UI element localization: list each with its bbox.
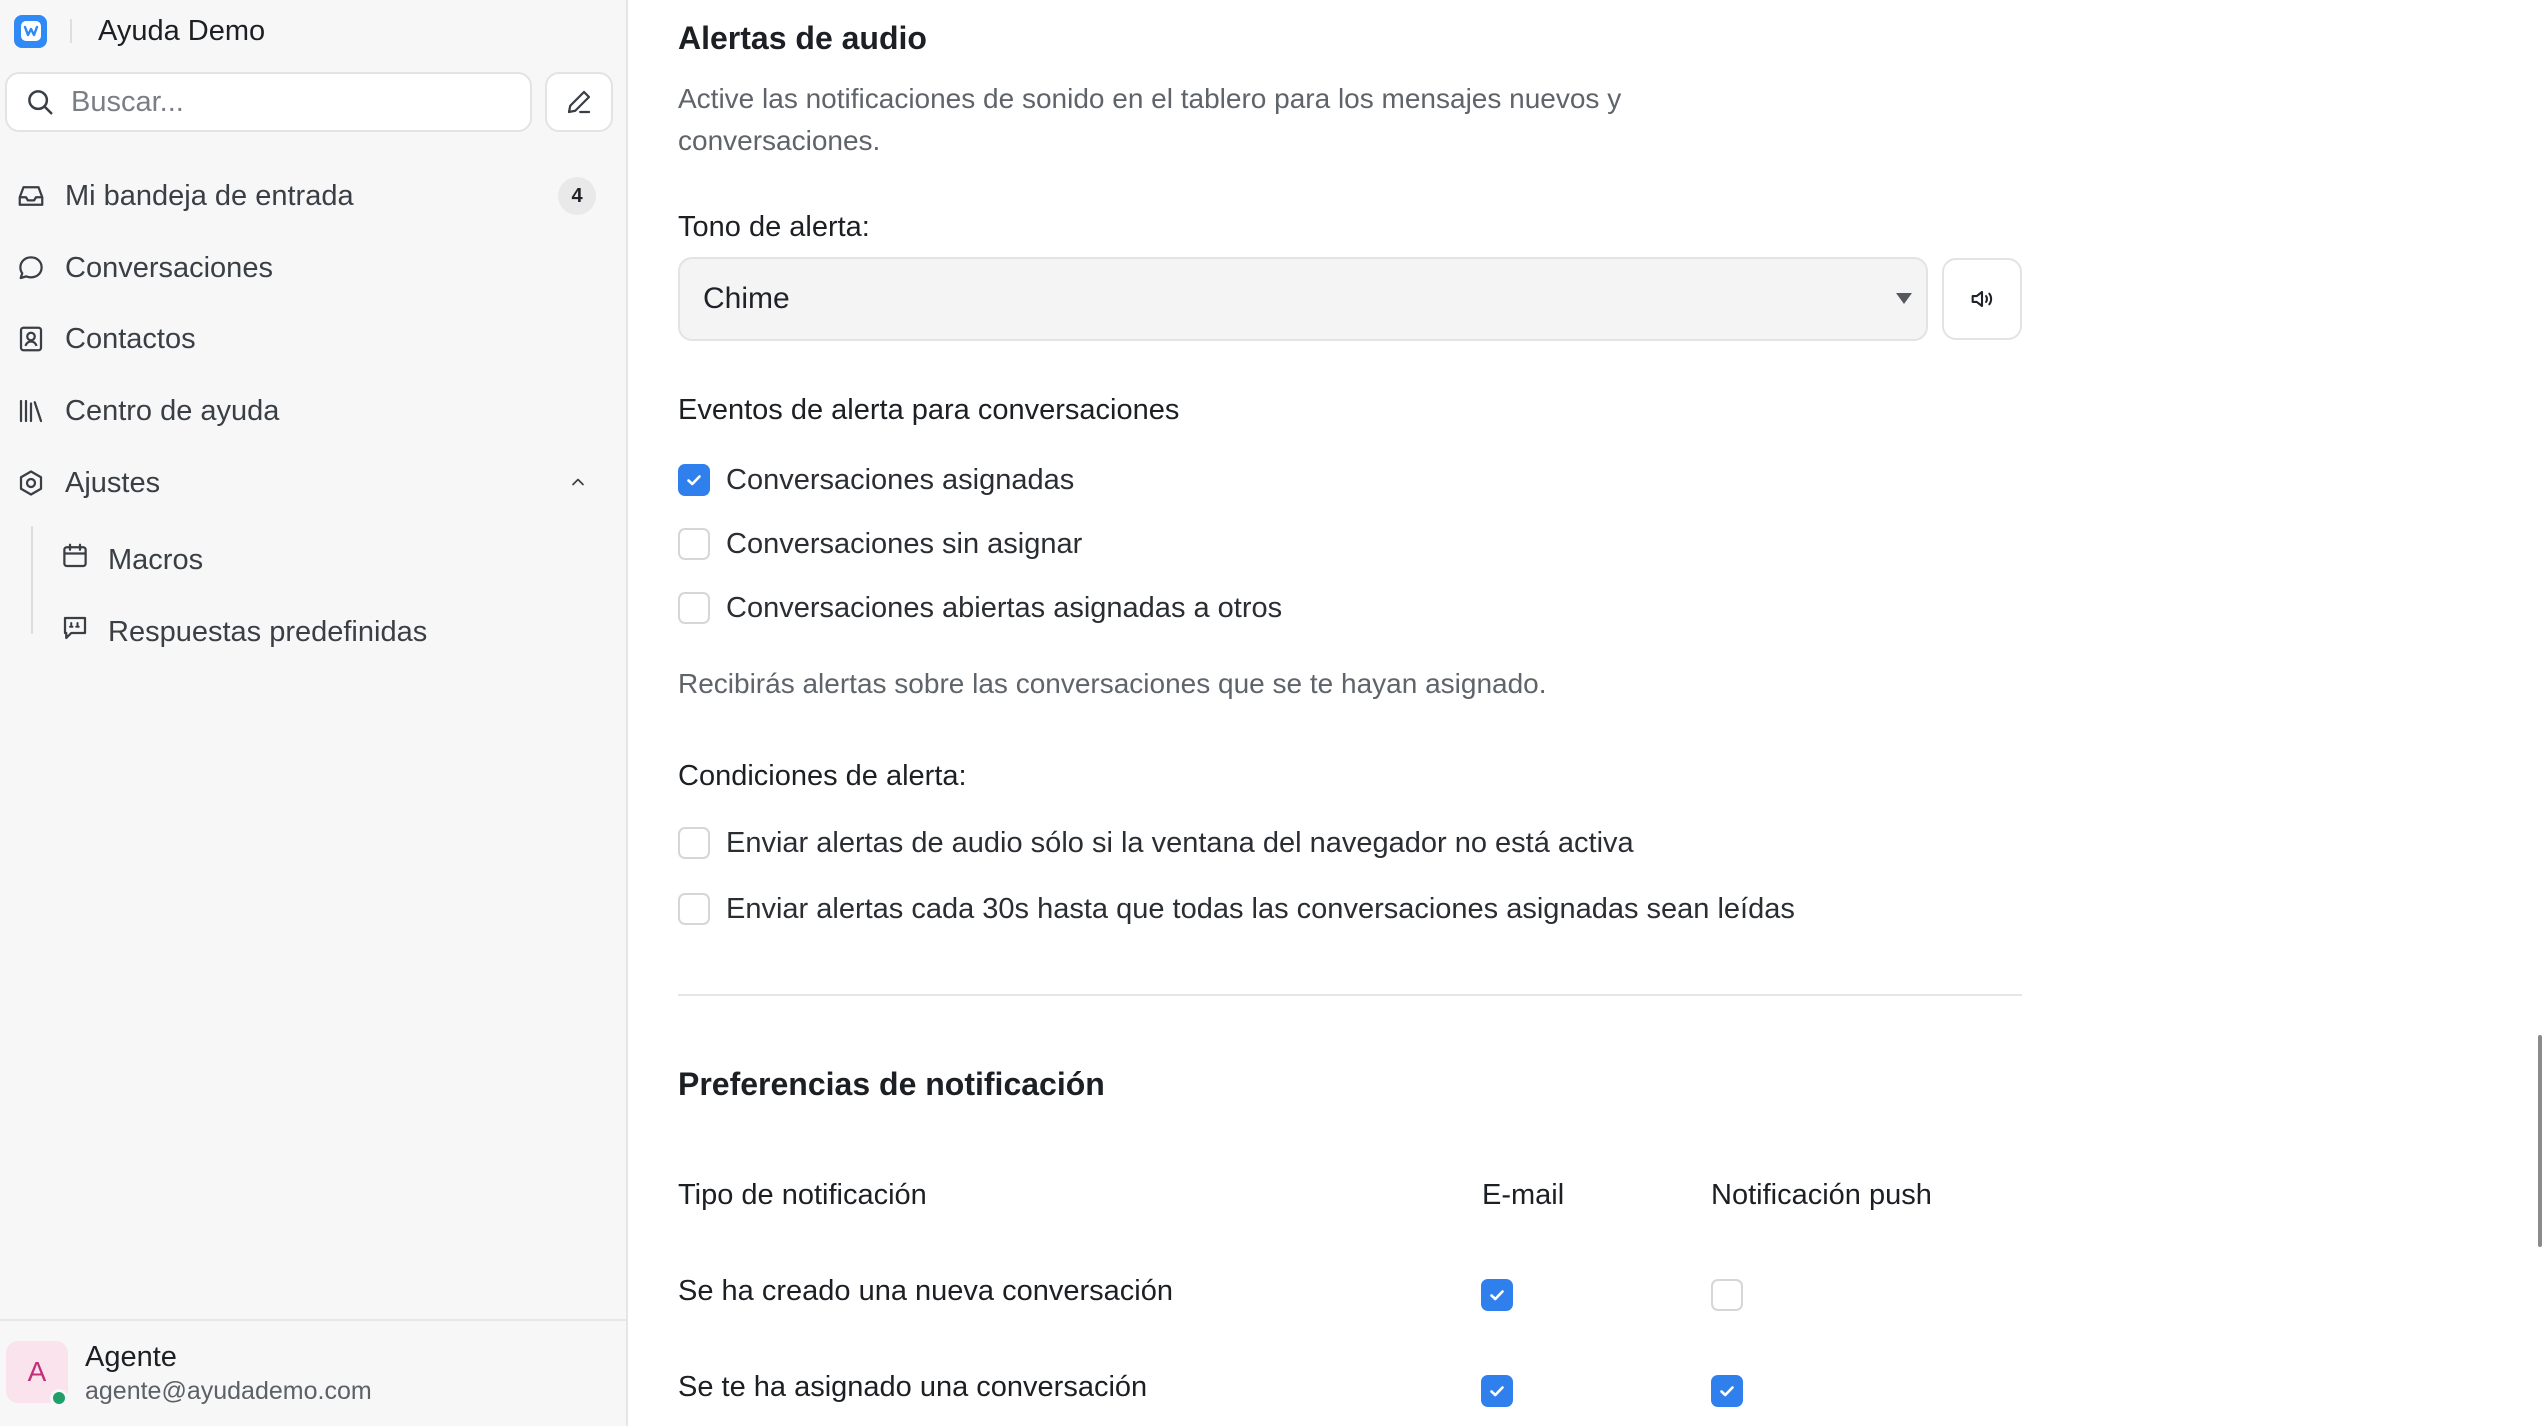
event-open-others-checkbox[interactable] xyxy=(678,592,710,624)
checkmark-icon xyxy=(1487,1381,1507,1401)
column-header-email: E-mail xyxy=(1482,1179,1565,1211)
sidebar-item-label: Ajustes xyxy=(65,466,161,499)
event-open-assigned-others[interactable] xyxy=(678,588,1282,628)
condition-label: Enviar alertas cada 30s hasta que todas las conversaciones asignadas sean leídas xyxy=(726,892,1795,925)
speaker-icon xyxy=(1968,285,1996,313)
sidebar-item-inbox[interactable] xyxy=(14,168,610,224)
audio-alerts-description: Active las notificaciones de sonido en el tablero para los mensajes nuevos y conversaciones. xyxy=(678,83,1622,156)
settings-main xyxy=(628,0,2548,1426)
sidebar-item-label: Centro de ayuda xyxy=(65,394,280,427)
notification-row-label: Se ha creado una nueva conversación xyxy=(678,1275,1173,1307)
library-icon xyxy=(14,394,48,428)
chat-bubble-icon xyxy=(14,251,48,285)
settings-gear-icon xyxy=(14,466,48,500)
email-assigned-conversation-checkbox[interactable] xyxy=(1481,1375,1513,1407)
sidebar-item-macros[interactable] xyxy=(60,532,203,588)
alert-tone-select[interactable] xyxy=(678,257,1928,341)
event-unassigned-conversations[interactable] xyxy=(678,524,1082,564)
app-logo-icon[interactable] xyxy=(14,15,47,48)
search-icon xyxy=(25,87,55,117)
section-divider xyxy=(678,994,2022,996)
contact-book-icon xyxy=(14,322,48,356)
search-box[interactable] xyxy=(5,72,532,132)
alert-tone-label: Tono de alerta: xyxy=(678,211,870,243)
column-header-type: Tipo de notificación xyxy=(678,1179,927,1211)
condition-label: Enviar alertas de audio sólo si la ventana del navegador no está activa xyxy=(726,826,1634,859)
email-new-conversation-checkbox[interactable] xyxy=(1481,1279,1513,1311)
brand xyxy=(14,14,265,48)
event-unassigned-checkbox[interactable] xyxy=(678,528,710,560)
sidebar-item-canned-responses[interactable] xyxy=(60,604,427,660)
user-email: agente@ayudademo.com xyxy=(85,1377,372,1405)
push-assigned-conversation-checkbox[interactable] xyxy=(1711,1375,1743,1407)
alert-tone-value: Chime xyxy=(703,282,790,315)
audio-alerts-title: Alertas de audio xyxy=(678,20,927,56)
inbox-icon xyxy=(14,179,48,213)
main-scrollbar[interactable] xyxy=(2538,1035,2542,1247)
sidebar-item-label: Macros xyxy=(108,543,204,576)
sidebar-item-contacts[interactable] xyxy=(14,311,610,367)
checkmark-icon xyxy=(1487,1285,1507,1305)
event-label: Conversaciones asignadas xyxy=(726,463,1075,496)
online-status-indicator xyxy=(50,1389,68,1407)
checkmark-icon xyxy=(1717,1381,1737,1401)
sidebar-item-help-center[interactable] xyxy=(14,383,610,439)
condition-repeat-30s[interactable] xyxy=(678,889,1795,929)
user-profile[interactable] xyxy=(0,1319,626,1426)
sidebar-item-label: Respuestas predefinidas xyxy=(108,615,428,648)
condition-browser-inactive[interactable] xyxy=(678,823,1634,863)
event-label: Conversaciones sin asignar xyxy=(726,527,1083,560)
notification-row-label: Se te ha asignado una conversación xyxy=(678,1371,1148,1403)
dropdown-caret-icon xyxy=(1896,293,1912,304)
event-assigned-checkbox[interactable] xyxy=(678,464,710,496)
column-header-push: Notificación push xyxy=(1711,1179,1932,1211)
play-tone-button[interactable] xyxy=(1942,258,2022,340)
event-label: Conversaciones abiertas asignadas a otros xyxy=(726,591,1283,624)
pencil-icon xyxy=(564,87,594,117)
push-new-conversation-checkbox[interactable] xyxy=(1711,1279,1743,1311)
alert-conditions-title: Condiciones de alerta: xyxy=(678,760,967,792)
compose-button[interactable] xyxy=(545,72,613,132)
submenu-guide-line xyxy=(31,526,33,634)
canned-response-icon xyxy=(60,613,90,651)
sidebar-item-settings[interactable] xyxy=(14,455,610,511)
event-assigned-conversations[interactable] xyxy=(678,460,1074,500)
notification-preferences-title: Preferencias de notificación xyxy=(678,1066,1105,1102)
user-name: Agente xyxy=(85,1341,177,1373)
alert-events-title: Eventos de alerta para conversaciones xyxy=(678,394,1180,426)
condition-browser-inactive-checkbox[interactable] xyxy=(678,827,710,859)
sidebar-item-label: Mi bandeja de entrada xyxy=(65,179,354,212)
alert-events-note: Recibirás alertas sobre las conversaciones que se te hayan asignado. xyxy=(678,668,1547,699)
sidebar-item-label: Contactos xyxy=(65,322,196,355)
chevron-up-icon[interactable] xyxy=(568,467,588,500)
sidebar-item-label: Conversaciones xyxy=(65,251,273,284)
calendar-icon xyxy=(60,541,90,579)
account-name[interactable]: Ayuda Demo xyxy=(98,14,266,47)
checkmark-icon xyxy=(684,470,704,490)
search-input[interactable] xyxy=(71,86,511,119)
inbox-count-badge: 4 xyxy=(558,177,596,215)
sidebar xyxy=(0,0,628,1426)
brand-divider xyxy=(70,19,72,43)
condition-repeat-30s-checkbox[interactable] xyxy=(678,893,710,925)
sidebar-item-conversations[interactable] xyxy=(14,240,610,296)
avatar[interactable]: A xyxy=(6,1341,68,1403)
